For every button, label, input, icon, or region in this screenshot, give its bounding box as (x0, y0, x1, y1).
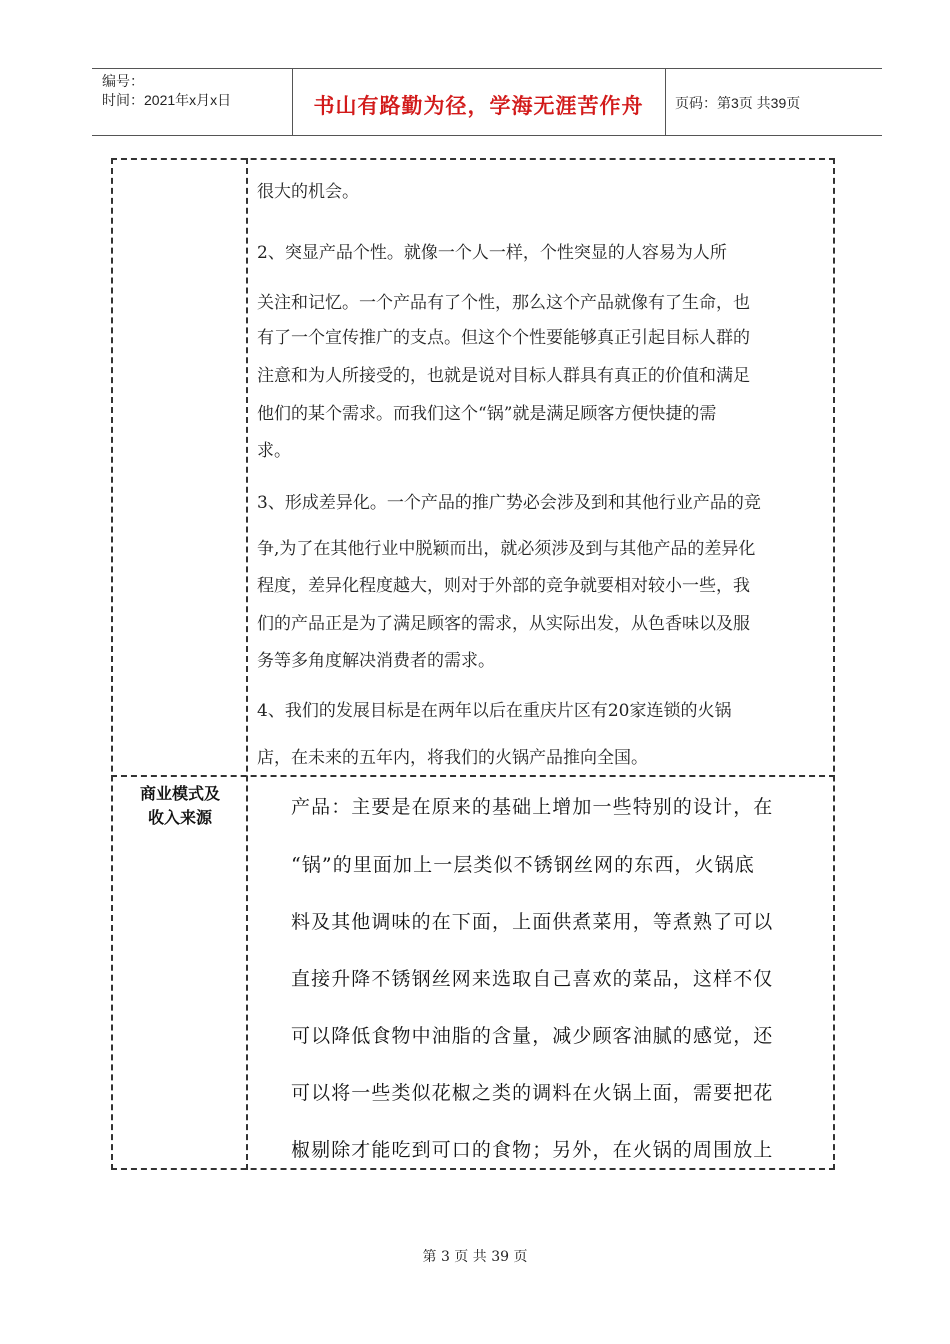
header-motto: 书山有路勤为径，学海无涯苦作舟 (313, 94, 644, 118)
paragraph-line: 可以将一些类似花椒之类的调料在火锅上面，需要把花 (291, 1082, 774, 1104)
row-label-line: 商业模式及 (139, 784, 220, 803)
paragraph-line: 店，在未来的五年内，将我们的火锅产品推向全国。 (257, 748, 648, 768)
paragraph-line: 他们的某个需求。而我们这个“锅”就是满足顾客方便快捷的需 (257, 404, 717, 424)
header-bottom-rule (92, 135, 882, 136)
paragraph-line: 可以降低食物中油脂的含量，减少顾客油腻的感觉，还 (291, 1025, 774, 1047)
paragraph-line: 产品：主要是在原来的基础上增加一些特别的设计，在 (291, 796, 774, 818)
paragraph-line: 很大的机会。 (257, 182, 359, 202)
paragraph-line: 3、形成差异化。一个产品的推广势必会涉及到和其他行业产品的竞 (257, 493, 761, 513)
header-meta (102, 72, 231, 110)
header-top-rule (92, 68, 882, 69)
table-border-bottom (111, 1168, 835, 1170)
page-header (92, 68, 882, 136)
page-footer: 第 3 页 共 39 页 (422, 1249, 528, 1265)
paragraph-line: 4、我们的发展目标是在两年以后在重庆片区有20家连锁的火锅 (257, 701, 732, 721)
table-column-divider (246, 158, 248, 1170)
table-border-right (833, 158, 835, 1170)
paragraph-line: 程度，差异化程度越大，则对于外部的竞争就要相对较小一些，我 (257, 576, 750, 596)
paragraph-line: 料及其他调味的在下面，上面供煮菜用，等煮熟了可以 (291, 911, 774, 933)
table-border-top (111, 158, 835, 160)
table-border-left (111, 158, 113, 1170)
paragraph-line: 椒剔除才能吃到可口的食物；另外，在火锅的周围放上 (291, 1139, 774, 1161)
paragraph-line: 求。 (257, 441, 291, 461)
paragraph-line: 务等多角度解决消费者的需求。 (257, 651, 495, 671)
paragraph-line: 注意和为人所接受的，也就是说对目标人群具有真正的价值和满足 (257, 366, 750, 386)
paragraph-line: 们的产品正是为了满足顾客的需求，从实际出发，从色香味以及服 (257, 614, 750, 634)
row-label-line: 收入来源 (147, 808, 212, 827)
table-row-divider (111, 775, 835, 777)
paragraph-line: 直接升降不锈钢丝网来选取自己喜欢的菜品，这样不仅 (291, 968, 774, 990)
paragraph-line: 2、突显产品个性。就像一个人一样，个性突显的人容易为人所 (257, 243, 727, 263)
code-label: 编号： (102, 73, 144, 89)
paragraph-line: 争,为了在其他行业中脱颖而出，就必须涉及到与其他产品的差异化 (257, 539, 756, 559)
paragraph-line: 有了一个宣传推广的支点。但这个个性要能够真正引起目标人群的 (257, 328, 750, 348)
paragraph-line: “锅”的里面加上一层类似不锈钢丝网的东西，火锅底 (291, 854, 755, 876)
row-label (125, 782, 235, 830)
paragraph-line: 关注和记忆。一个产品有了个性，那么这个产品就像有了生命，也 (257, 293, 750, 313)
header-page-info: 页码：第3页 共39页 (675, 95, 801, 111)
header-divider (665, 68, 666, 136)
time-label: 时间：2021年x月x日 (102, 92, 232, 108)
